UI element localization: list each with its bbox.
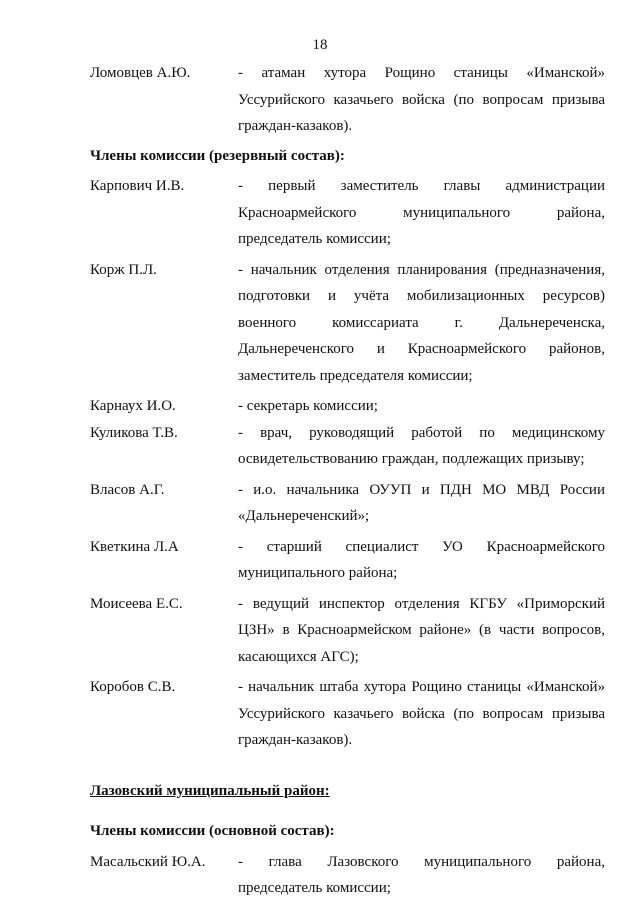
member-role: - атаман хутора Рощино станицы «Иманской» Уссурийского казачьего войска (по вопросам призыва граждан-казаков).: [238, 65, 605, 134]
member-name: Ломовцев А.Ю.: [90, 65, 191, 81]
member-name: Моисеева Е.С.: [90, 595, 183, 612]
member-entry: [90, 477, 605, 530]
member-entry: [90, 591, 605, 671]
member-role: - старший специалист УО Красноармейского муниципального района;: [238, 538, 605, 581]
member-name: Куликова Т.В.: [90, 424, 178, 441]
member-entry: [90, 60, 605, 140]
member-role: - и.о. начальника ОУУП и ПДН МО МВД России «Дальнереченский»;: [238, 481, 605, 524]
member-entry: [90, 173, 605, 253]
member-role: - глава Лазовского муниципального района, председатель комиссии;: [238, 853, 605, 896]
member-role: - начальник штаба хутора Рощино станицы «Иманской» Уссурийского казачьего войска (по вопросам призыва граждан-казаков).: [238, 679, 605, 748]
member-name: Корж П.Л.: [90, 261, 157, 278]
member-entry: [90, 674, 605, 754]
member-name: Масальский Ю.А.: [90, 853, 206, 870]
reserve-composition-heading: Члены комиссии (резервный состав):: [90, 147, 345, 164]
page-number: 18: [312, 37, 328, 53]
member-entry: [90, 849, 605, 902]
member-entry: [90, 393, 605, 420]
member-name: Карнаух И.О.: [90, 398, 176, 414]
member-role: - ведущий инспектор отделения КГБУ «Приморский ЦЗН» в Красноармейском районе» (в части вопросов, касающихся АГС);: [238, 595, 605, 665]
member-entry: [90, 534, 605, 587]
member-role: - первый заместитель главы администрации Красноармейского муниципального района, председатель комиссии;: [238, 178, 605, 247]
member-entry: [90, 257, 605, 390]
member-entry: [90, 420, 605, 473]
document-body: [90, 60, 605, 902]
member-name: Власов А.Г.: [90, 481, 165, 498]
member-role: - начальник отделения планирования (предназначения, подготовки и учёта мобилизационных ресурсов) военного комиссариата г. Дальнереченска, Дальнереченского и Красноармейского районов, заместитель председателя комиссии;: [238, 261, 605, 384]
district-heading: Лазовский муниципальный район:: [90, 782, 330, 799]
member-name: Коробов С.В.: [90, 679, 176, 695]
member-role: - секретарь комиссии;: [238, 398, 378, 414]
member-name: Карпович И.В.: [90, 178, 185, 194]
member-name: Кветкина Л.А: [90, 538, 179, 555]
member-role: - врач, руководящий работой по медицинскому освидетельствованию граждан, подлежащих призыву;: [238, 424, 605, 467]
main-composition-heading: Члены комиссии (основной состав):: [90, 823, 335, 839]
